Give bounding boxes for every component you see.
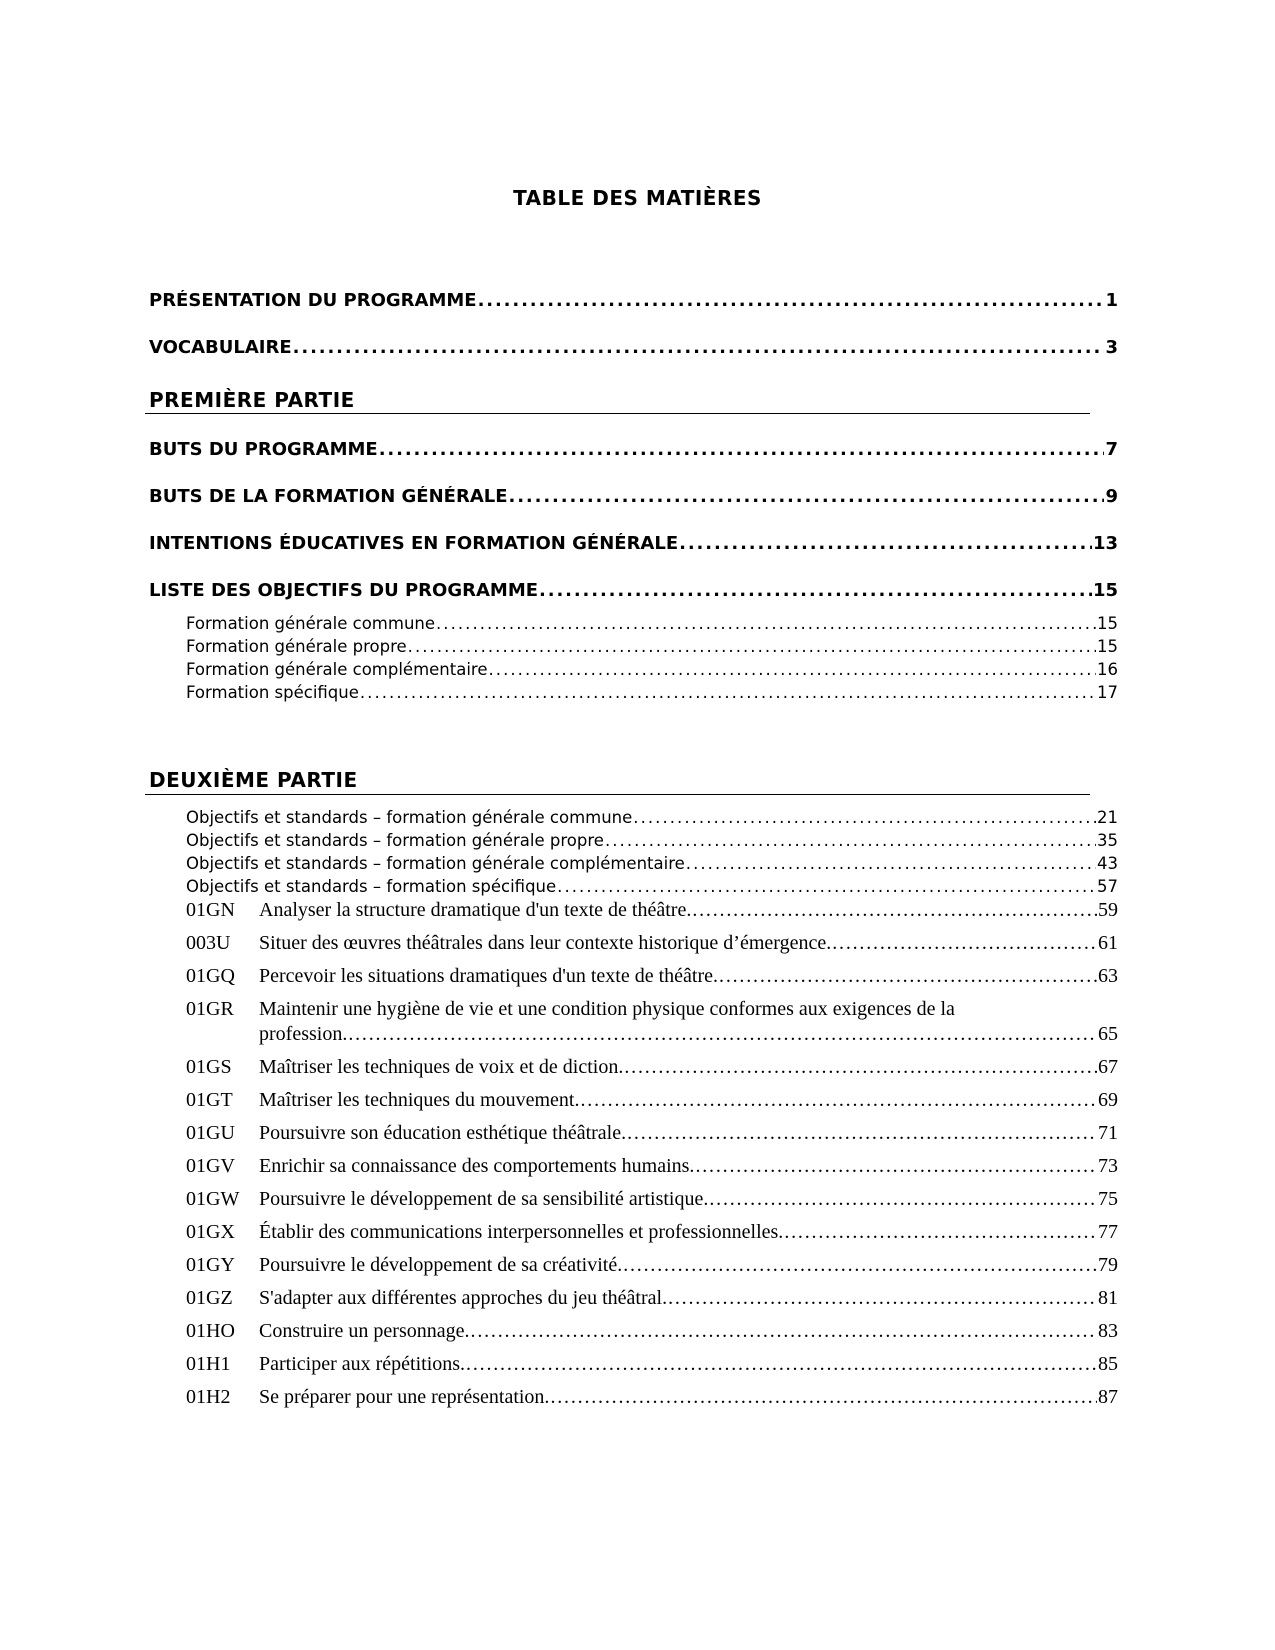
objective-label: Enrichir sa connaissance des comportements humains. — [259, 1155, 695, 1177]
objective-label: profession. — [259, 1023, 348, 1045]
objective-label: Maîtriser les techniques du mouvement. — [259, 1089, 580, 1111]
objective-code: 01GN — [186, 899, 235, 921]
toc-entry-intentions[interactable] — [149, 533, 1118, 554]
objective-entry[interactable] — [259, 1023, 1118, 1046]
objective-code: 01GU — [186, 1122, 235, 1144]
toc-subentry[interactable] — [186, 854, 1118, 873]
objective-label: Établir des communications interpersonnelles et professionnelles. — [259, 1221, 784, 1243]
objective-label-line1[interactable]: Maintenir une hygiène de vie et une condition physique conformes aux exigences de la — [259, 998, 955, 1020]
objective-entry[interactable] — [259, 1287, 1118, 1310]
objective-page: 63 — [1098, 965, 1118, 987]
toc-entry-page: 43 — [1097, 854, 1118, 873]
objective-page: 65 — [1098, 1023, 1118, 1045]
toc-entry-label: Objectifs et standards – formation générale commune — [186, 808, 633, 827]
objective-code: 01GY — [186, 1254, 235, 1276]
toc-subentry[interactable] — [186, 683, 1118, 702]
objective-page: 59 — [1098, 899, 1118, 921]
toc-entry-label: LISTE DES OBJECTIFS DU PROGRAMME — [149, 580, 539, 601]
objective-entry[interactable] — [259, 965, 1118, 988]
toc-entry-vocabulaire[interactable] — [149, 337, 1118, 358]
toc-entry-label: Objectifs et standards – formation générale propre — [186, 831, 604, 850]
toc-entry-label: Formation générale propre — [186, 637, 407, 656]
toc-entry-page: 3 — [1105, 337, 1118, 358]
toc-subentry[interactable] — [186, 877, 1118, 896]
objective-label: Situer des œuvres théâtrales dans leur contexte historique d’émergence. — [259, 932, 832, 954]
objective-page: 75 — [1098, 1188, 1118, 1210]
objective-code: 01GV — [186, 1155, 235, 1177]
toc-entry-label: Objectifs et standards – formation générale complémentaire — [186, 854, 685, 873]
objective-page: 73 — [1098, 1155, 1118, 1177]
toc-entry-label: PRÉSENTATION DU PROGRAMME — [149, 290, 477, 311]
toc-entry-liste-objectifs[interactable] — [149, 580, 1118, 601]
section-heading-part1: PREMIÈRE PARTIE — [149, 388, 355, 412]
toc-entry-page: 57 — [1097, 877, 1118, 896]
objective-entry[interactable] — [259, 1221, 1118, 1244]
objective-page: 81 — [1098, 1287, 1118, 1309]
toc-subentry[interactable] — [186, 637, 1118, 656]
toc-entry-page: 21 — [1097, 808, 1118, 827]
objective-label: Construire un personnage. — [259, 1320, 470, 1342]
objective-entry[interactable] — [259, 1122, 1118, 1145]
objective-code: 01GR — [186, 998, 234, 1020]
objective-page: 83 — [1098, 1320, 1118, 1342]
toc-entry-label: BUTS DU PROGRAMME — [149, 439, 378, 460]
objective-entry[interactable] — [259, 1188, 1118, 1211]
objective-entry[interactable] — [259, 1320, 1118, 1343]
toc-entry-page: 35 — [1097, 831, 1118, 850]
objective-page: 69 — [1098, 1089, 1118, 1111]
objective-entry[interactable] — [259, 1089, 1118, 1112]
objective-entry[interactable] — [259, 1254, 1118, 1277]
objective-entry[interactable] — [259, 1056, 1118, 1079]
objective-code: 01GS — [186, 1056, 232, 1078]
toc-entry-presentation[interactable] — [149, 290, 1118, 311]
objective-page: 67 — [1098, 1056, 1118, 1078]
toc-entry-page: 16 — [1097, 660, 1118, 679]
page-title: TABLE DES MATIÈRES — [513, 186, 762, 210]
objective-entry[interactable] — [259, 932, 1118, 955]
objective-page: 77 — [1098, 1221, 1118, 1243]
toc-entry-page: 17 — [1097, 683, 1118, 702]
objective-page: 85 — [1098, 1353, 1118, 1375]
objective-page: 87 — [1098, 1386, 1118, 1408]
toc-subentry[interactable] — [186, 831, 1118, 850]
objective-label: Maîtriser les techniques de voix et de diction. — [259, 1056, 624, 1078]
toc-subentry[interactable] — [186, 808, 1118, 827]
toc-entry-buts-formation[interactable] — [149, 486, 1118, 507]
objective-code: 01GT — [186, 1089, 233, 1111]
section-rule — [145, 413, 1090, 414]
objective-label: Percevoir les situations dramatiques d'un texte de théâtre. — [259, 965, 719, 987]
toc-subentry[interactable] — [186, 614, 1118, 633]
objective-label: Poursuivre le développement de sa créativité. — [259, 1254, 623, 1276]
objective-label: Poursuivre son éducation esthétique théâtrale. — [259, 1122, 627, 1144]
toc-entry-label: INTENTIONS ÉDUCATIVES EN FORMATION GÉNÉRALE — [149, 533, 679, 554]
toc-entry-page: 9 — [1105, 486, 1118, 507]
objective-code: 01HO — [186, 1320, 235, 1342]
objective-entry[interactable] — [259, 899, 1118, 922]
objective-code: 01GZ — [186, 1287, 233, 1309]
objective-code: 01H1 — [186, 1353, 231, 1375]
toc-entry-label: BUTS DE LA FORMATION GÉNÉRALE — [149, 486, 508, 507]
toc-subentry[interactable] — [186, 660, 1118, 679]
objective-page: 79 — [1098, 1254, 1118, 1276]
objective-entry[interactable] — [259, 1155, 1118, 1178]
toc-entry-page: 15 — [1097, 614, 1118, 633]
objective-entry[interactable] — [259, 1386, 1118, 1409]
objective-label: Participer aux répétitions. — [259, 1353, 466, 1375]
objective-entry[interactable] — [259, 1353, 1118, 1376]
objective-code: 01GQ — [186, 965, 235, 987]
objective-label: Analyser la structure dramatique d'un texte de théâtre. — [259, 899, 692, 921]
objective-code: 01GX — [186, 1221, 235, 1243]
objective-code: 01GW — [186, 1188, 240, 1210]
toc-entry-page: 15 — [1097, 637, 1118, 656]
toc-entry-page: 1 — [1105, 290, 1118, 311]
section-heading-part2: DEUXIÈME PARTIE — [149, 768, 358, 792]
objective-label: Poursuivre le développement de sa sensibilité artistique. — [259, 1188, 709, 1210]
section-rule — [145, 794, 1090, 795]
toc-entry-buts-programme[interactable] — [149, 439, 1118, 460]
objective-page: 71 — [1098, 1122, 1118, 1144]
toc-entry-label: VOCABULAIRE — [149, 337, 292, 358]
toc-entry-page: 7 — [1105, 439, 1118, 460]
toc-entry-page: 15 — [1092, 580, 1118, 601]
objective-page: 61 — [1098, 932, 1118, 954]
objective-code: 003U — [186, 932, 231, 954]
objective-label: Se préparer pour une représentation. — [259, 1386, 550, 1408]
toc-entry-page: 13 — [1092, 533, 1118, 554]
toc-entry-label: Objectifs et standards – formation spécifique — [186, 877, 557, 896]
objective-label: S'adapter aux différentes approches du jeu théâtral. — [259, 1287, 668, 1309]
toc-entry-label: Formation générale complémentaire — [186, 660, 488, 679]
toc-entry-label: Formation générale commune — [186, 614, 436, 633]
objective-code: 01H2 — [186, 1386, 231, 1408]
toc-entry-label: Formation spécifique — [186, 683, 359, 702]
